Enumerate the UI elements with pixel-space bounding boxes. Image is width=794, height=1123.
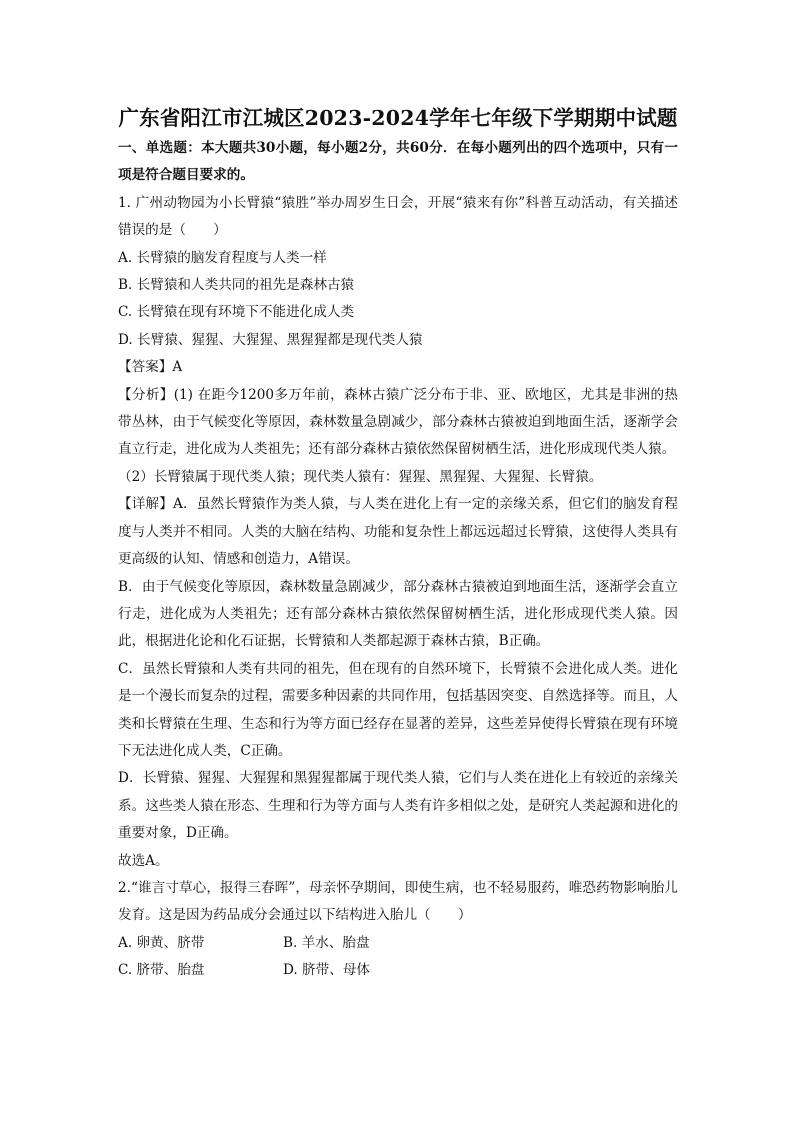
option-c: C. 脐带、胎盘 xyxy=(118,962,205,979)
document-content xyxy=(118,103,678,985)
options-row xyxy=(118,930,678,957)
option-d: D. 脐带、母体 xyxy=(283,962,371,979)
question-stem: 1. 广州动物园为小长臂猿“猿胜”举办周岁生日会，开展“猿来有你”科普互动活动，有关描述错误的是（ ） xyxy=(118,194,678,239)
analysis-paragraph: （2）长臂猿属于现代类人猿；现代类人猿有：猩猩、黑猩猩、大猩猩、长臂猿。 xyxy=(118,468,603,485)
detail-paragraph: 【详解】A．虽然长臂猿作为类人猿，与人类在进化上有一定的亲缘关系，但它们的脑发育程度与人类并不相同。人类的大脑在结构、功能和复杂性上都远远超过长臂猿，这使得人类具有更高级的认知、情感和创造力，A错误。 xyxy=(118,496,678,568)
question-1 xyxy=(118,190,678,875)
answer: 【答案】A xyxy=(118,359,183,376)
analysis-paragraph: 【分析】(1) 在距今1200多万年前，森林古猿广泛分布于非、亚、欧地区，尤其是非洲的热带丛林，由于气候变化等原因，森林数量急剧减少，部分森林古猿被迫到地面生活，逐渐学会直立行走，进化成为人类祖先；还有部分森林古猿依然保留树栖生活，进化形成现代类人猿。 xyxy=(118,386,678,458)
question-stem: 2.“谁言寸草心，报得三春晖”，母亲怀孕期间，即使生病，也不轻易服药，唯恐药物影响胎儿发育。这是因为药品成分会通过以下结构进入胎儿（ ） xyxy=(118,879,678,924)
conclusion: 故选A。 xyxy=(118,852,169,869)
page-title: 广东省阳江市江城区2023-2024学年七年级下学期期中试题 xyxy=(118,106,678,130)
option-a: A. 卵黄、脐带 xyxy=(118,934,205,951)
section-header: 一、单选题：本大题共30小题，每小题2分，共60分．在每小题列出的四个选项中，只有一项是符合题目要求的。 xyxy=(118,140,678,184)
option-a: A. 长臂猿的脑发育程度与人类一样 xyxy=(118,249,327,266)
option-d: D. 长臂猿、猩猩、大猩猩、黑猩猩都是现代类人猿 xyxy=(118,331,423,348)
question-2 xyxy=(118,875,678,985)
option-b: B. 长臂猿和人类共同的祖先是森林古猿 xyxy=(118,277,355,294)
detail-paragraph: D．长臂猿、猩猩、大猩猩和黑猩猩都属于现代类人猿，它们与人类在进化上有较近的亲缘关系。这些类人猿在形态、生理和行为等方面与人类有许多相似之处，是研究人类起源和进化的重要对象，D正确。 xyxy=(118,770,678,842)
options-row xyxy=(118,957,678,984)
detail-paragraph: B．由于气候变化等原因，森林数量急剧减少，部分森林古猿被迫到地面生活，逐渐学会直立行走，进化成为人类祖先；还有部分森林古猿依然保留树栖生活，进化形成现代类人猿。因此，根据进化论和化石证据，长臂猿和人类都起源于森林古猿，B正确。 xyxy=(118,578,678,650)
option-c: C. 长臂猿在现有环境下不能进化成人类 xyxy=(118,304,355,321)
detail-paragraph: C．虽然长臂猿和人类有共同的祖先，但在现有的自然环境下，长臂猿不会进化成人类。进化是一个漫长而复杂的过程，需要多种因素的共同作用，包括基因突变、自然选择等。而且，人类和长臂猿在生理、生态和行为等方面已经存在显著的差异，这些差异使得长臂猿在现有环境下无法进化成人类，C正确。 xyxy=(118,660,678,759)
option-b: B. 羊水、胎盘 xyxy=(283,934,370,951)
